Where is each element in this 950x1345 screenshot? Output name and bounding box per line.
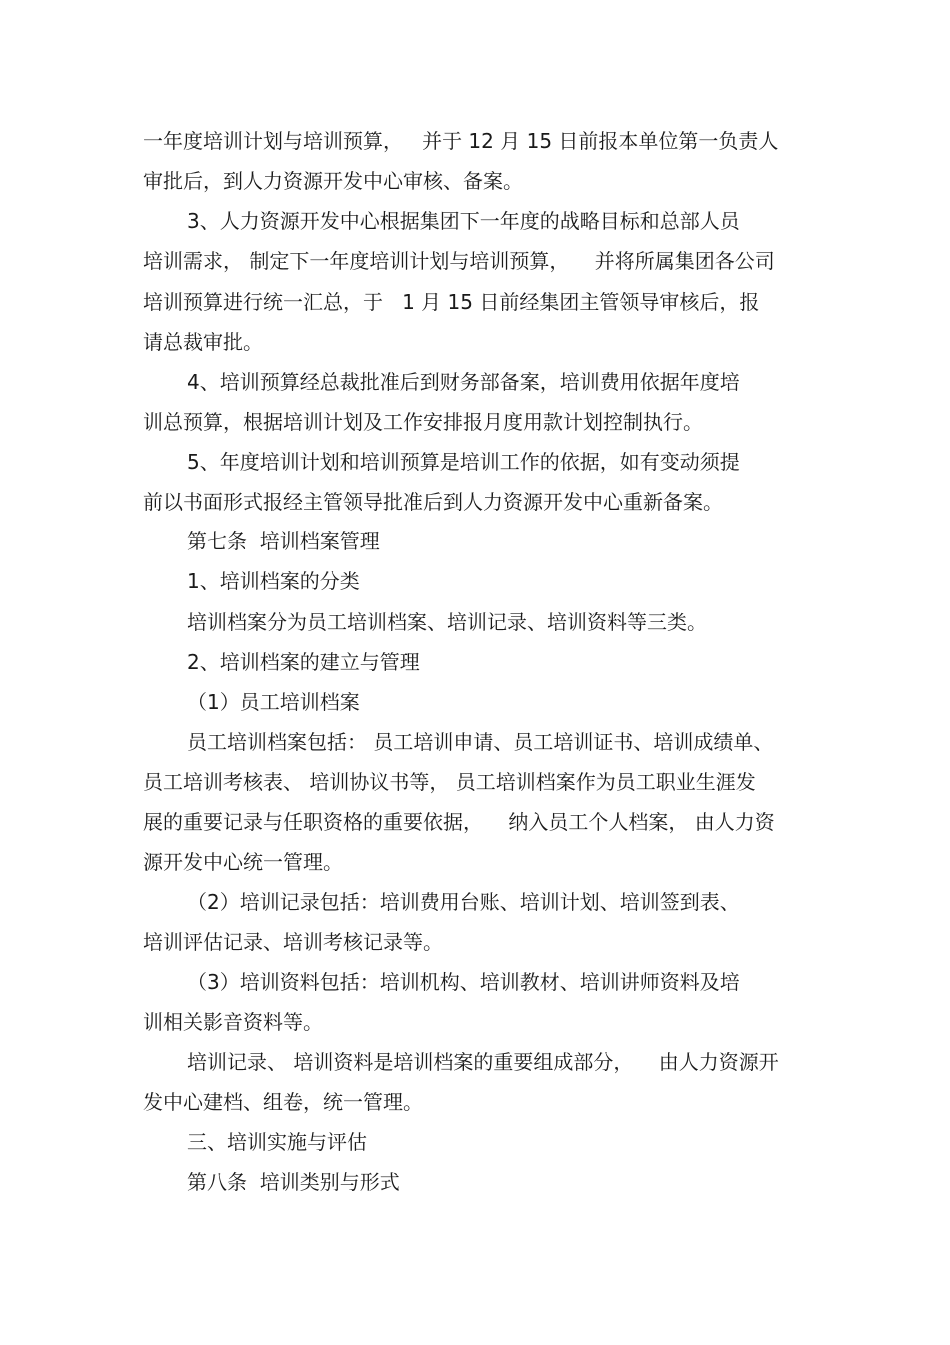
text-line: 发中心建档、组卷，统一管理。	[143, 1090, 423, 1114]
section-heading: 第七条 培训档案管理	[187, 529, 380, 553]
text-line: 前以书面形式报经主管领导批准后到人力资源开发中心重新备案。	[143, 490, 723, 514]
text-line: 培训记录、 培训资料是培训档案的重要组成部分， 由人力资源开	[187, 1050, 779, 1074]
text-line: 培训评估记录、培训考核记录等。	[143, 930, 443, 954]
text-line: 员工培训档案包括： 员工培训申请、员工培训证书、培训成绩单、	[187, 730, 774, 754]
text-line: 请总裁审批。	[143, 330, 263, 354]
text-line: 展的重要记录与任职资格的重要依据， 纳入员工个人档案， 由人力资	[143, 810, 775, 834]
text-line: 员工培训考核表、 培训协议书等， 员工培训档案作为员工职业生涯发	[143, 770, 756, 794]
text-line: 一年度培训计划与培训预算， 并于 12 月 15 日前报本单位第一负责人	[143, 129, 779, 153]
text-line: 2、培训档案的建立与管理	[187, 650, 420, 674]
text-line: （1）员工培训档案	[187, 690, 360, 714]
text-line: 培训需求， 制定下一年度培训计划与培训预算， 并将所属集团各公司	[143, 249, 775, 273]
text-line: 1、培训档案的分类	[187, 569, 360, 593]
text-line: 审批后，到人力资源开发中心审核、备案。	[143, 169, 523, 193]
section-heading: 第八条 培训类别与形式	[187, 1170, 400, 1194]
text-line: （3）培训资料包括：培训机构、培训教材、培训讲师资料及培	[187, 970, 740, 994]
text-line: 培训预算进行统一汇总，于 1 月 15 日前经集团主管领导审核后，报	[143, 290, 760, 314]
text-line: （2）培训记录包括：培训费用台账、培训计划、培训签到表、	[187, 890, 740, 914]
text-line: 5、年度培训计划和培训预算是培训工作的依据，如有变动须提	[187, 450, 740, 474]
text-line: 源开发中心统一管理。	[143, 850, 343, 874]
text-line: 训相关影音资料等。	[143, 1010, 323, 1034]
text-line: 3、人力资源开发中心根据集团下一年度的战略目标和总部人员	[187, 209, 740, 233]
section-heading: 三、培训实施与评估	[187, 1130, 367, 1154]
text-line: 培训档案分为员工培训档案、培训记录、培训资料等三类。	[187, 610, 707, 634]
text-line: 4、培训预算经总裁批准后到财务部备案，培训费用依据年度培	[187, 370, 740, 394]
text-line: 训总预算，根据培训计划及工作安排报月度用款计划控制执行。	[143, 410, 703, 434]
